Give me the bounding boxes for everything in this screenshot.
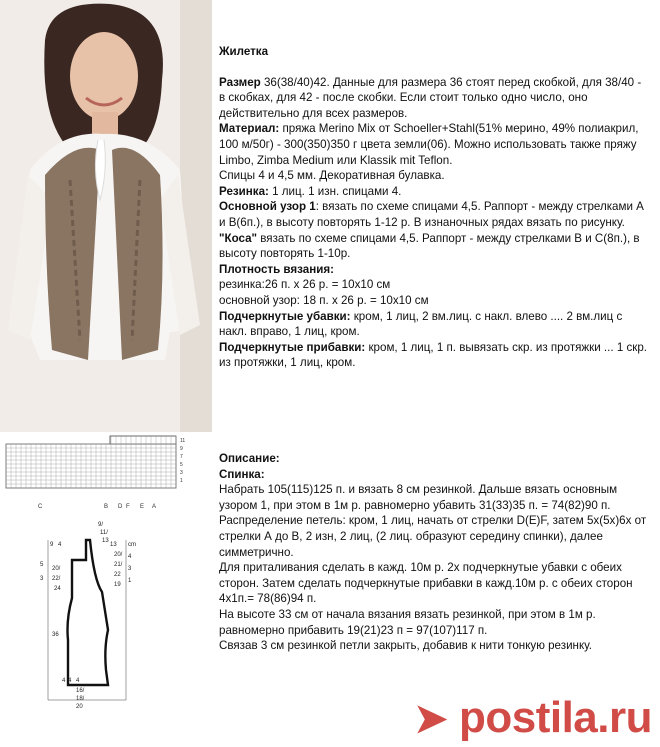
schema-bottom-label: 4 <box>62 678 66 684</box>
watermark-arrow-icon: ➤ <box>414 697 448 741</box>
material-info: Материал: пряжа Merino Mix от Schoeller+Stahl(51% мерино, 49% полиакрил, 100 м/50г) - 300(350)350 г цвета земли(06). Можно использовать также пряжу Limbo, Zimba Medium или Klassik mit Teflon. <box>219 122 639 167</box>
schema-inner-label: 13 <box>110 542 117 548</box>
schema-bottom-label: 16/ <box>76 688 85 694</box>
increases-info: Подчеркнутые прибавки: кром, 1 лиц, 1 п. вывязать скр. из протяжки ... 1 скр. из протяжки, 1 лиц, кром. <box>219 340 648 370</box>
schema-bottom-label: 20 <box>76 704 83 710</box>
schema-left-label: 5 <box>40 562 44 568</box>
pattern-schema <box>28 520 198 720</box>
schema-left-label: 22/ <box>52 576 61 582</box>
schema-left-label: 9 <box>50 542 54 548</box>
schema-right-label: 4 <box>128 554 132 560</box>
chart-row-number: 1 <box>180 478 183 484</box>
pattern-info: Основной узор 1: вязать по схеме спицами 4,5. Раппорт - между стрелками А и В(6п.), в высоту повторять 1-12 р. В изнаночных рядах вязать по рисунку. <box>219 200 644 229</box>
watermark-text: postila.ru <box>458 693 652 742</box>
size-info: Размер 36(38/40)42. Данные для размера 36 стоят перед скобкой, для 38/40 - в скобках, для 42 - после скобки. Если стоит только одно число, оно действительно для всех размеров. <box>219 75 642 120</box>
watermark <box>414 693 652 743</box>
chart-row-number: 9 <box>180 446 183 452</box>
schema-bottom-label: 18/ <box>76 696 85 702</box>
chart-arrow-label: A <box>152 504 157 510</box>
chart-arrow-label: D <box>118 504 123 510</box>
cable-info: "Коса" вязать по схеме спицами 4,5. Раппорт - между стрелками В и С(8п.), в высоту повторять 1-10р. <box>219 231 640 261</box>
chart-row-number: 5 <box>180 462 183 468</box>
schema-left-label: 20/ <box>52 566 61 572</box>
schema-left-label: 36 <box>52 632 59 638</box>
chart-row-number: 3 <box>180 470 183 476</box>
model-photo <box>0 0 212 432</box>
schema-inner-label: 19 <box>114 582 121 588</box>
schema-right-label: cm <box>128 542 136 548</box>
description-paragraph: Набрать 105(115)125 п. и вязать 8 см резинкой. Дальше вязать основным узором 1, при этом в 1м р. равномерно убавить 31(33)35 п. = 74(82)90 п. Распределение петель: кром, 1 лиц, начать от стрелки D(E)F, затем 5х(5х)6х от стрелки А до В, 2 изн, 2 лиц, (2 лиц. образуют середину спинки), далее симметрично. <box>219 483 647 559</box>
rib-info: Резинка: 1 лиц. 1 изн. спицами 4. <box>219 184 402 198</box>
gauge-main: основной узор: 18 п. х 26 р. = 10х10 см <box>219 293 429 307</box>
chart-arrow-label: B <box>104 504 109 510</box>
schema-inner-label: 20/ <box>114 552 123 558</box>
schema-right-label: 3 <box>128 566 132 572</box>
gauge-heading: Плотность вязания: <box>219 262 334 276</box>
description-paragraph: На высоте 33 см от начала вязания вязать резинкой, при этом в 1м р. равномерно прибавить 19(21)23 п = 97(107)117 п. <box>219 607 596 637</box>
schema-left-label: 4 <box>58 542 62 548</box>
knitting-chart <box>0 432 206 522</box>
description-section <box>219 451 649 654</box>
schema-top-label: 11/ <box>100 530 108 536</box>
schema-inner-label: 21/ <box>114 562 123 568</box>
back-heading: Спинка: <box>219 467 265 481</box>
schema-bottom-label: 4 <box>68 678 72 684</box>
schema-left-label: 3 <box>40 576 44 582</box>
decreases-info: Подчеркнутые убавки: кром, 1 лиц, 2 вм.лиц. с накл. влево .... 2 вм.лиц с накл. вправо, 1 лиц, кром. <box>219 309 623 339</box>
schema-right-label: 1 <box>128 578 132 584</box>
chart-row-number: 7 <box>180 454 183 460</box>
chart-arrow-label: E <box>140 504 145 510</box>
schema-inner-label: 22 <box>114 572 121 578</box>
description-paragraph: Связав 3 см резинкой петли закрыть, добавив к нити тонкую резинку. <box>219 639 593 653</box>
page-title: Жилетка <box>219 45 269 58</box>
needles-info: Спицы 4 и 4,5 мм. Декоративная булавка. <box>219 169 445 183</box>
schema-bottom-label: 4 <box>76 678 80 684</box>
description-heading: Описание: <box>219 452 280 465</box>
materials-section <box>219 44 649 371</box>
description-paragraph: Для приталивания сделать в кажд. 10м р. 2х подчеркнутые убавки с обеих сторон. Затем сделать подчеркнутые прибавки в кажд.10м р. с обеих сторон 4х1п.= 78(86)94 п. <box>219 561 633 606</box>
gauge-rib: резинка:26 п. х 26 р. = 10х10 см <box>219 278 391 292</box>
chart-arrow-label: C <box>38 504 43 510</box>
schema-top-label: 9/ <box>98 522 104 528</box>
schema-top-label: 13 <box>102 538 109 544</box>
schema-left-label: 24 <box>54 586 61 592</box>
chart-arrow-label: F <box>126 504 130 510</box>
chart-row-number: 11 <box>180 438 186 444</box>
